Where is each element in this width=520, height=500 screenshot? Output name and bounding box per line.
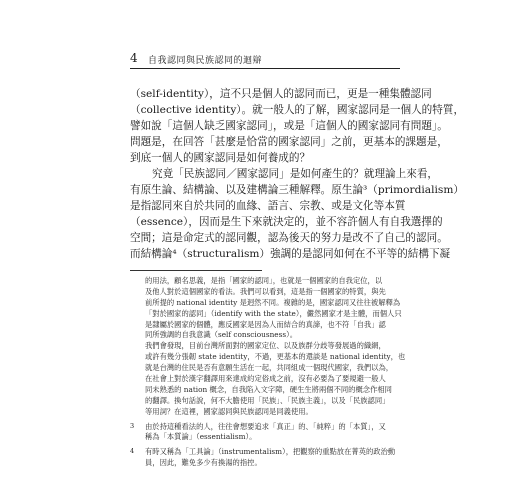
body-line: 有原生論、結構論、以及建構論三種解釋。原生論³（primordialism）: [130, 184, 464, 196]
footnote-number: 4: [130, 447, 135, 456]
footnote-line: 等用詞？在這裡，國家認同與民族認同是同義使用。: [145, 406, 313, 416]
footnote-line: 是隸屬於國家的個體，應反國家是因為人而結合的真諦，也不符「自我」認: [145, 319, 386, 329]
body-line: 究竟「民族認同／國家認同」是如何產生的？就理論上來看，: [152, 168, 439, 180]
page-header: [130, 52, 400, 69]
body-line: （essence），因而是生下來就決定的，並不容許個人有自我選擇的: [130, 216, 443, 228]
footnote-line: 的用法，顧名思義，是指「國家的認同」，也就是一個國家的自我定位，以: [145, 276, 383, 285]
page-number: 4: [130, 51, 138, 65]
footnote-line: 前所提的 national identity 是迥然不同。複雜的是，國家認同又往往被解釋為: [145, 297, 401, 307]
footnote-line: 就是台灣的住民是否有意願生活在一起，共同組成一個現代國家，我們以為，: [145, 363, 394, 373]
body-line: 空間；這是命定式的認同觀，認為後天的努力是改不了自己的認同。: [130, 232, 448, 244]
footnote-line: 由於持這種看法的人，往往會想要追求「真正」的、「純粹」的「本質」，又: [145, 421, 386, 431]
footnote-line: 的翻譯。換句話說，何不大膽使用「民族」、「民族主義」，以及「民族認同」: [145, 395, 390, 405]
footnote-line: 及他人對於這個國家的看法。我們可以看到，這是指一個國家的特質，與先: [145, 286, 386, 296]
footnote-4: [130, 447, 396, 469]
footnote-line: 稱為「本質論」（essentialism）。: [145, 432, 257, 442]
body-line: 譬如說「這個人缺乏國家認同」，或是「這個人的國家認同有問題」。: [130, 120, 448, 132]
body-line: 到底一個人的國家認同是如何養成的？: [130, 152, 311, 164]
footnote-line: 「對於國家的認同」（identify with the state），儼然國家才是主體，而個人只: [145, 308, 402, 318]
footnote-line: 在社會上對於漢字翻譯用來達成約定俗成之前，沒有必要為了要規避一般人: [145, 374, 386, 384]
footnote-continued: [130, 276, 406, 418]
body-line: 而結構論⁴（structuralism）強調的是認同如何在不平等的結構下凝: [130, 248, 451, 260]
footnote-line: 員，因此，難免多少有換湯的指控。: [145, 458, 262, 468]
footnote-divider: [130, 270, 262, 271]
body-line: （self-identity），這不只是個人的認同而已，更是一種集體認同: [130, 88, 432, 100]
footnotes: [130, 276, 406, 469]
footnote-line: 同所強調的自我意識（self consciousness）。: [145, 330, 298, 340]
footnote-3: [130, 422, 392, 444]
body-line: （collective identity）。就一般人的了解，國家認同是一個人的特質，: [130, 104, 465, 116]
body-text: [130, 86, 465, 262]
footnote-line: 有時又稱為「工具論」（instrumentalism），把觀察的重點放在菁英的政治動: [145, 447, 396, 457]
body-line: 問題是，在回答「甚麼是恰當的國家認同」之前，更基本的課題是，: [130, 136, 448, 148]
running-head: 自我認同與民族認同的迴辯: [148, 56, 263, 66]
footnote-number: 3: [130, 421, 135, 430]
footnote-line: 我們會發現，目前台灣所面對的國家定位、以及族群分歧等發展過的織網，: [145, 341, 386, 351]
footnote-line: 同未熟悉的 nation 概念，自我陷入文字障，硬生生將兩個不同的概念作相同: [145, 384, 392, 394]
footnote-line: 或許有幾分張韌 state identity，不過，更基本的還談是 national identity，也: [145, 352, 406, 362]
body-line: 是指認同來自於共同的血緣、語言、宗教、或是文化等本質: [130, 200, 406, 212]
